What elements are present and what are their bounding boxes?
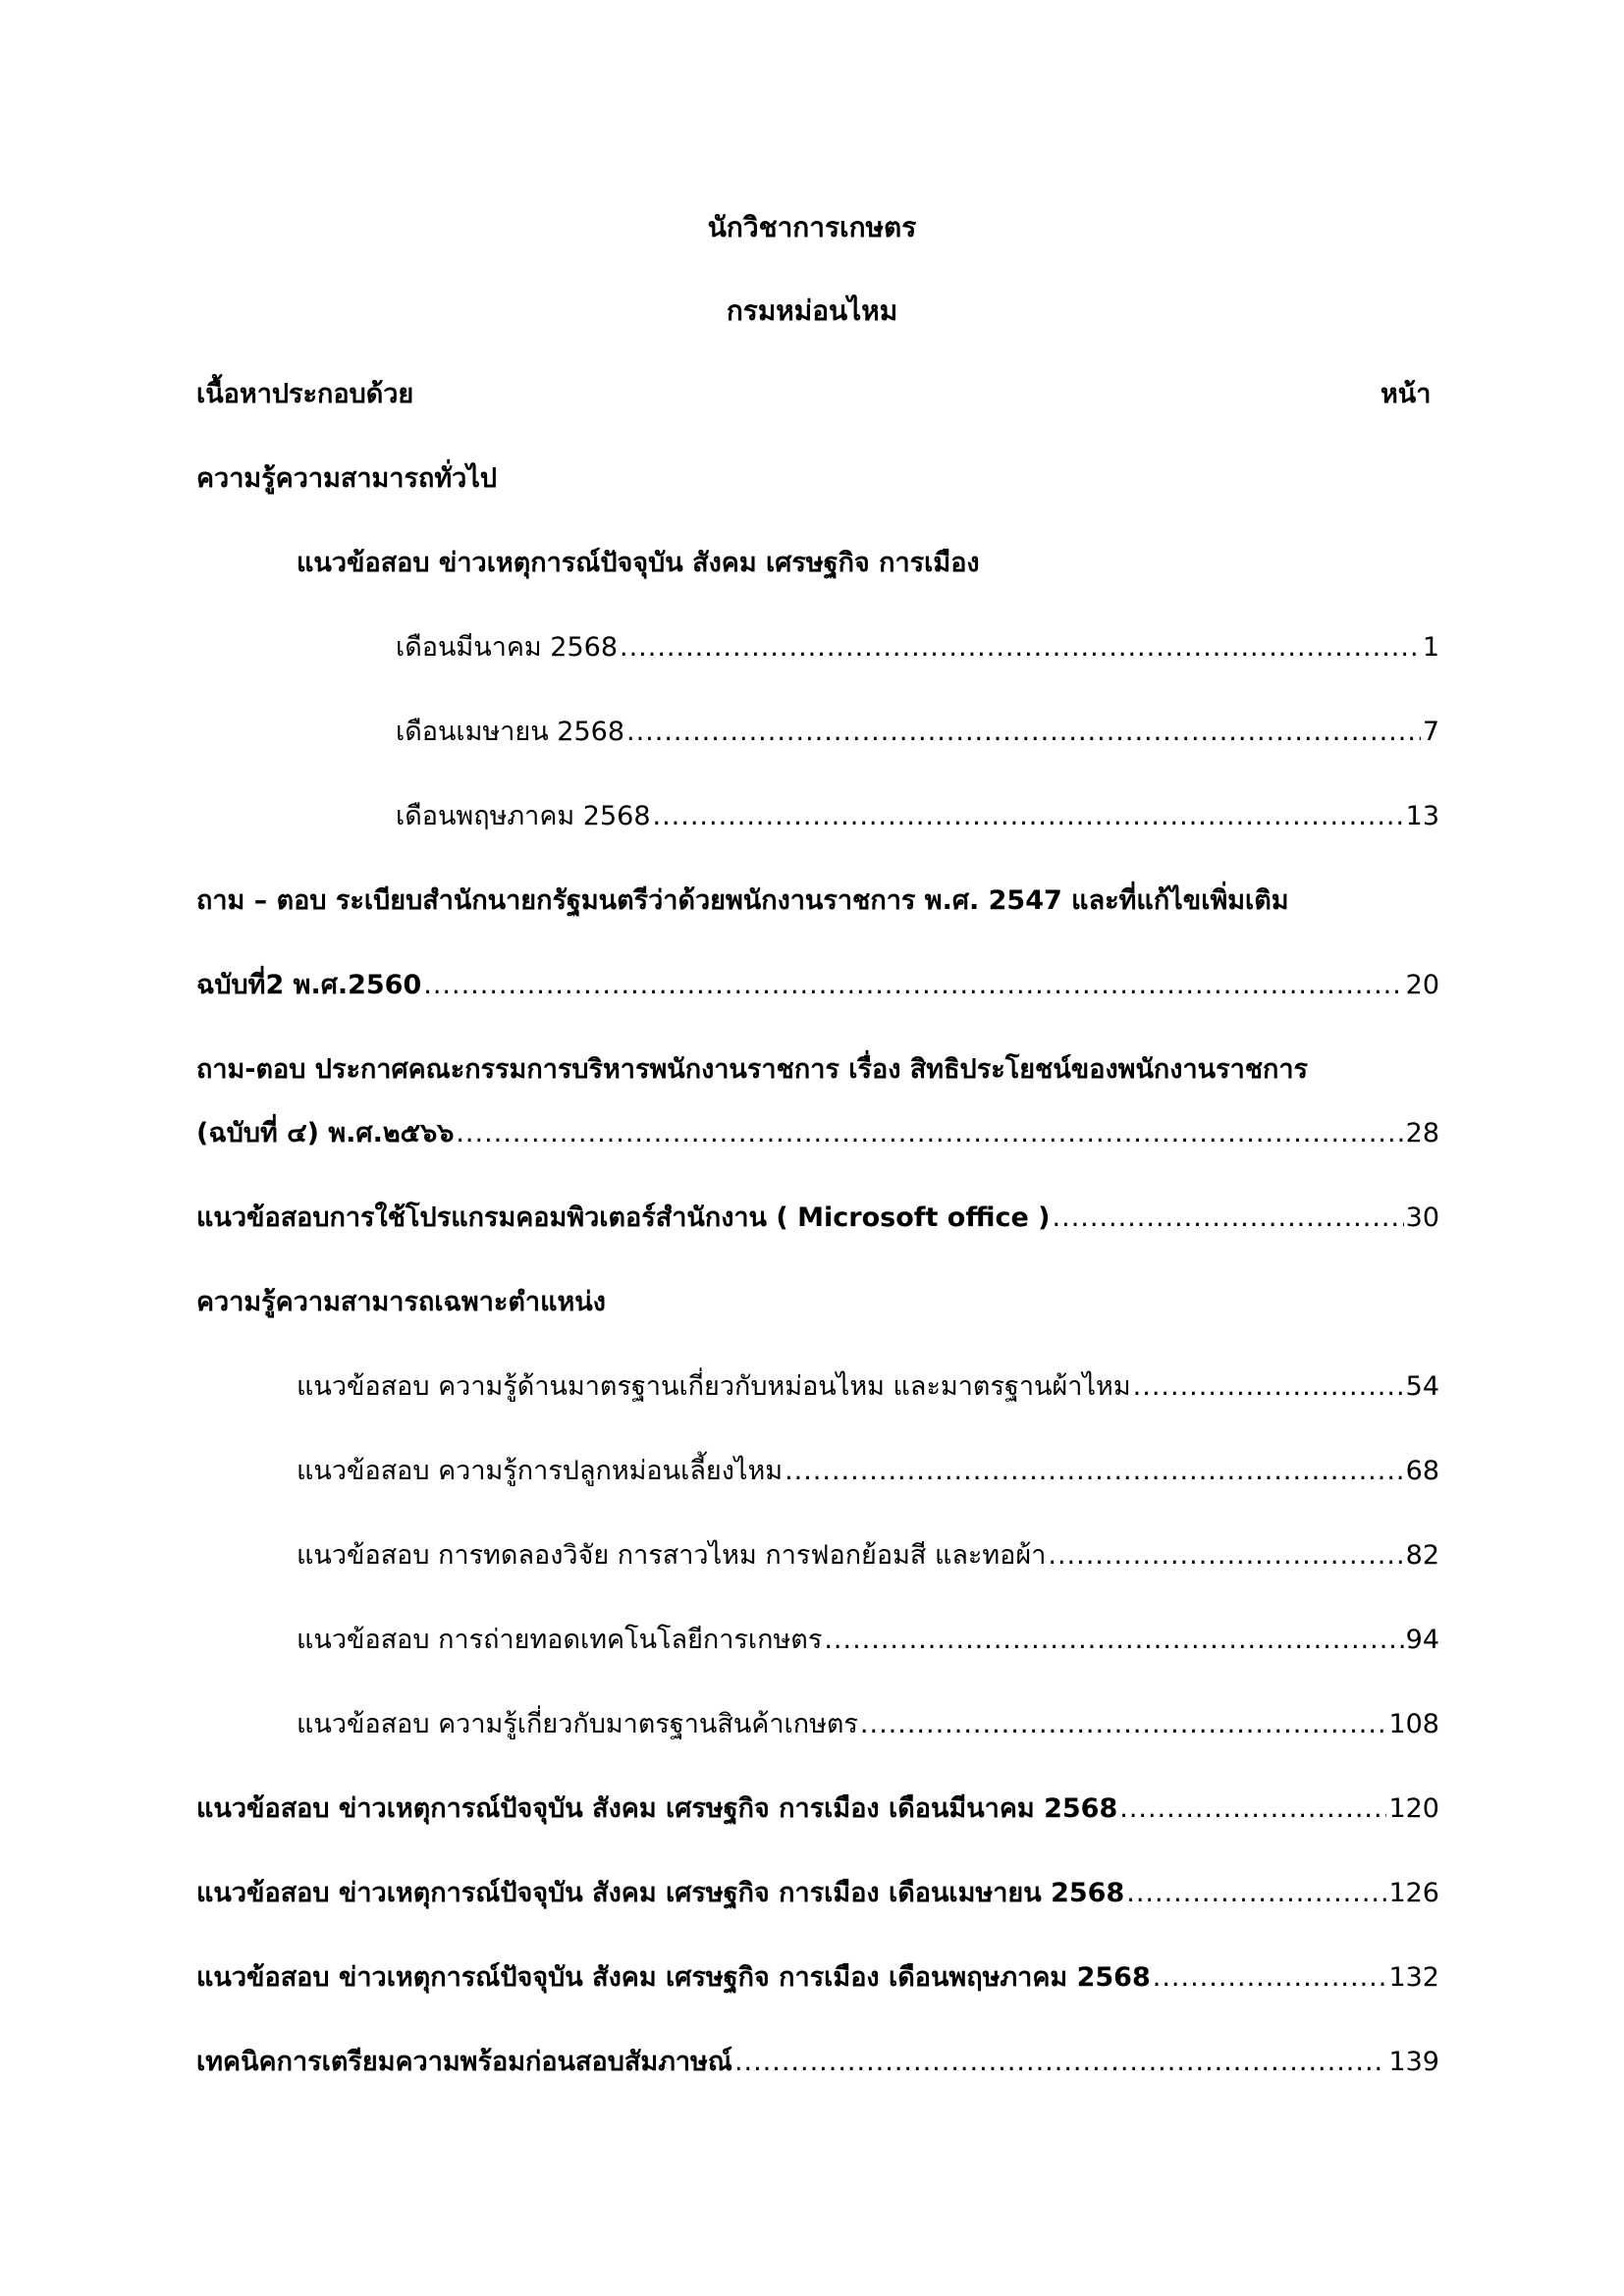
announcement-qa-line1: ถาม-ตอบ ประกาศคณะกรรมการบริหารพนักงานราชการ เรื่อง สิทธิประโยชน์ของพนักงานราชการ <box>196 1054 1309 1085</box>
toc-entry <box>297 1367 1439 1407</box>
toc-entry <box>196 1114 1439 1153</box>
news-exam-subheading: แนวข้อสอบ ข่าวเหตุการณ์ปัจจุบัน สังคม เศรษฐกิจ การเมือง <box>297 548 980 578</box>
toc-entry-page: 7 <box>1422 717 1439 747</box>
toc-entry <box>196 1874 1439 1913</box>
toc-entry-label: เดือนเมษายน 2568 <box>396 717 624 747</box>
toc-leader-dots <box>785 1452 1404 1491</box>
toc-leader-dots <box>653 797 1404 836</box>
toc-entry-page: 1 <box>1422 632 1439 663</box>
toc-entry-page: 139 <box>1388 2047 1439 2077</box>
toc-entry-label: แนวข้อสอบ การทดลองวิจัย การสาวไหม การฟอกย้อมสี และทอผ้า <box>297 1540 1047 1571</box>
toc-entry <box>396 628 1439 667</box>
toc-leader-dots <box>456 1114 1403 1153</box>
toc-entry-label: ฉบับที่2 พ.ศ.2560 <box>196 970 422 1000</box>
toc-entry-page: 54 <box>1405 1371 1439 1402</box>
toc-entry-page: 13 <box>1405 801 1439 831</box>
toc-leader-dots <box>1133 1367 1404 1407</box>
toc-entry-page: 126 <box>1388 1878 1439 1908</box>
section-general-knowledge: ความรู้ความสามารถทั่วไป <box>196 463 497 494</box>
toc-entry-label: แนวข้อสอบ ข่าวเหตุการณ์ปัจจุบัน สังคม เศรษฐกิจ การเมือง เดือนมีนาคม 2568 <box>196 1793 1118 1824</box>
page-column-heading: หน้า <box>1380 379 1432 409</box>
toc-entry-label: เดือนมีนาคม 2568 <box>396 632 619 663</box>
toc-entry-label: (ฉบับที่ ๔) พ.ศ.๒๕๖๖ <box>196 1118 455 1148</box>
toc-entry-page: 30 <box>1405 1202 1439 1233</box>
toc-entry-page: 108 <box>1388 1709 1439 1739</box>
toc-entry <box>297 1536 1439 1575</box>
toc-entry-page: 20 <box>1405 970 1439 1000</box>
toc-entry-page: 68 <box>1405 1456 1439 1486</box>
toc-entry <box>196 1958 1439 1998</box>
section-specific-knowledge: ความรู้ความสามารถเฉพาะตำแหน่ง <box>196 1287 606 1317</box>
toc-entry-label: เทคนิคการเตรียมความพร้อมก่อนสอบสัมภาษณ์ <box>196 2047 732 2077</box>
department-title: กรมหม่อนไหม <box>726 294 898 327</box>
toc-leader-dots <box>423 966 1403 1005</box>
toc-leader-dots <box>620 628 1421 667</box>
toc-leader-dots <box>824 1621 1403 1660</box>
toc-entry-label: แนวข้อสอบการใช้โปรแกรมคอมพิวเตอร์สำนักงาน ( Microsoft office ) <box>196 1202 1051 1233</box>
toc-entry <box>196 966 1439 1005</box>
toc-entry <box>297 1621 1439 1660</box>
toc-entry-page: 94 <box>1405 1625 1439 1655</box>
toc-leader-dots <box>734 2043 1387 2082</box>
toc-leader-dots <box>1048 1536 1403 1575</box>
toc-entry <box>297 1452 1439 1491</box>
toc-entry-label: เดือนพฤษภาคม 2568 <box>396 801 651 831</box>
toc-leader-dots <box>1126 1874 1386 1913</box>
toc-entry <box>396 797 1439 836</box>
toc-leader-dots <box>1053 1199 1404 1238</box>
toc-entry <box>196 1789 1439 1829</box>
toc-leader-dots <box>626 713 1421 752</box>
regulation-qa-line1: ถาม – ตอบ ระเบียบสำนักนายกรัฐมนตรีว่าด้วยพนักงานราชการ พ.ศ. 2547 และที่แก้ไขเพิ่มเติม <box>196 885 1289 916</box>
toc-entry-page: 82 <box>1405 1540 1439 1571</box>
toc-entry <box>297 1705 1439 1744</box>
toc-entry <box>196 1199 1439 1238</box>
toc-entry <box>396 713 1439 752</box>
toc-entry-label: แนวข้อสอบ ข่าวเหตุการณ์ปัจจุบัน สังคม เศรษฐกิจ การเมือง เดือนพฤษภาคม 2568 <box>196 1962 1151 1993</box>
document-title: นักวิชาการเกษตร <box>707 211 917 243</box>
toc-leader-dots <box>1153 1958 1387 1998</box>
toc-entry-page: 132 <box>1388 1962 1439 1993</box>
toc-entry-label: แนวข้อสอบ ความรู้ด้านมาตรฐานเกี่ยวกับหม่อนไหม และมาตรฐานผ้าไหม <box>297 1371 1131 1402</box>
toc-entry-page: 120 <box>1388 1793 1439 1824</box>
toc-entry-label: แนวข้อสอบ ข่าวเหตุการณ์ปัจจุบัน สังคม เศรษฐกิจ การเมือง เดือนเมษายน 2568 <box>196 1878 1125 1908</box>
toc-entry-label: แนวข้อสอบ ความรู้การปลูกหม่อนเลี้ยงไหม <box>297 1456 784 1486</box>
toc-leader-dots <box>860 1705 1387 1744</box>
toc-leader-dots <box>1119 1789 1386 1829</box>
toc-entry-page: 28 <box>1405 1118 1439 1148</box>
toc-entry <box>196 2043 1439 2082</box>
toc-entry-label: แนวข้อสอบ ความรู้เกี่ยวกับมาตรฐานสินค้าเกษตร <box>297 1709 858 1739</box>
toc-entry-label: แนวข้อสอบ การถ่ายทอดเทคโนโลยีการเกษตร <box>297 1625 823 1655</box>
contents-heading: เนื้อหาประกอบด้วย <box>196 379 414 409</box>
